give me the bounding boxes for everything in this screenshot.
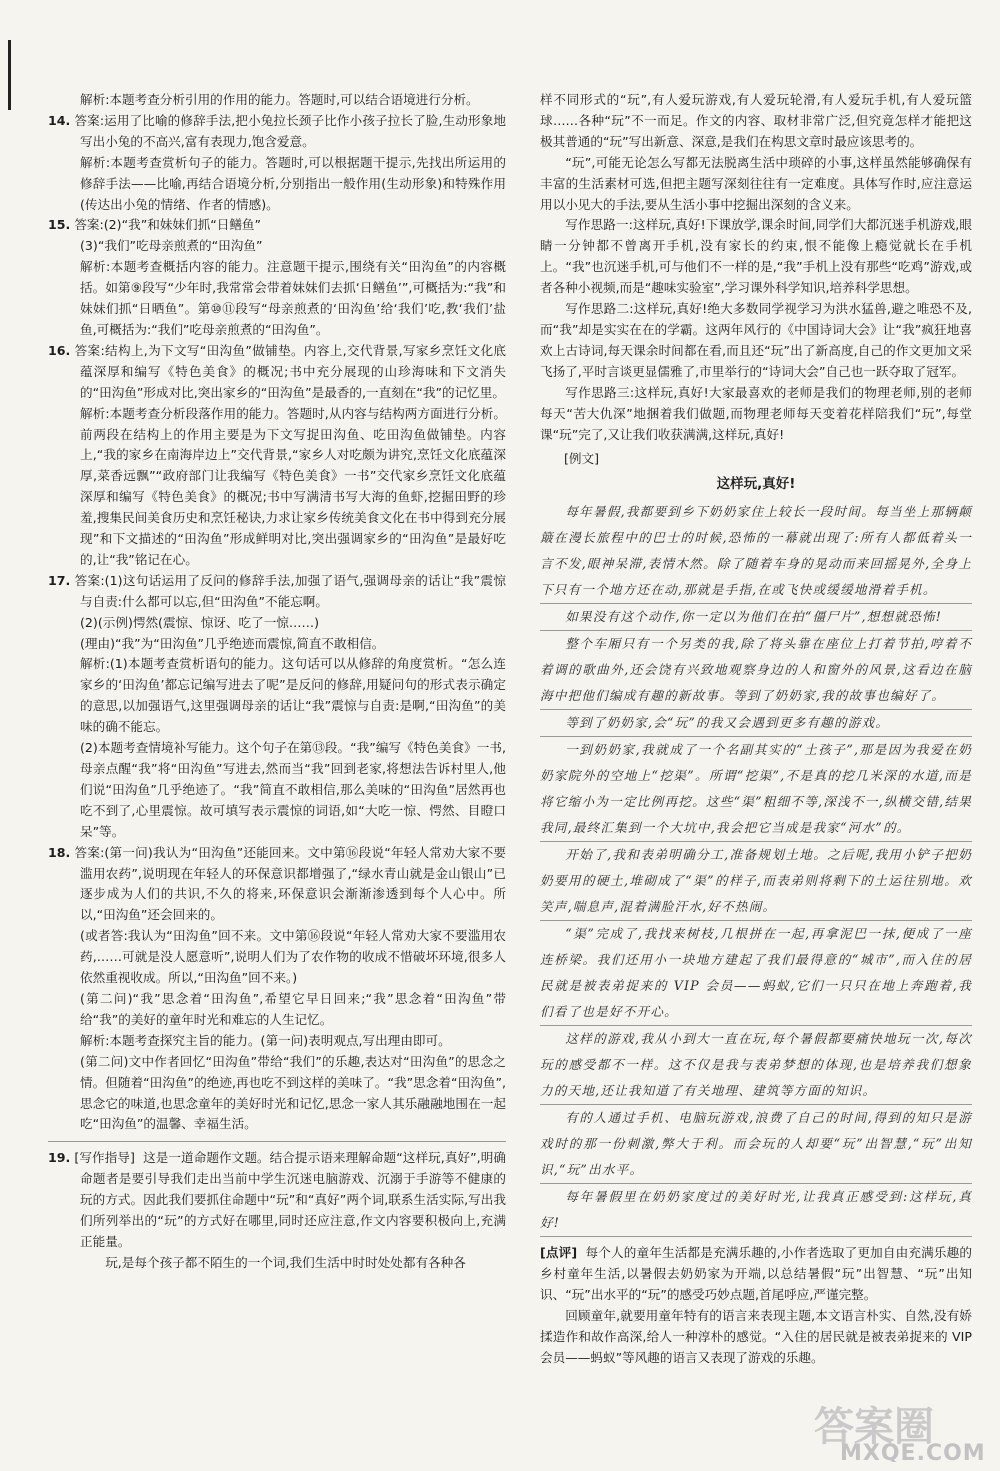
essay-title: 这样玩,真好! — [716, 476, 796, 493]
q17-analysis-2: (2)本题考查情境补写能力。这个句子在第⑬段。“我”编写《特色美食》一书,母亲点醒“我”将“田沟鱼”写进去,然而当“我”回到老家,将想法告诉村里人,他们说“田沟鱼”几乎绝迹了。“我”简直不敢相信,那么美味的“田沟鱼”居然再也吃不到了,心里震惊。故可填写表示震惊的词语,如“大吃一惊、愕然、目瞪口呆”等。 — [80, 740, 506, 839]
scan-edge-mark — [8, 40, 11, 110]
writing-idea-1: 写作思路一:这样玩,真好!下课放学,课余时间,同学们大都沉迷手机游戏,眼睛一分钟都不曾离开手机,没有家长的约束,恨不能像上瘾觉就长在手机上。“我”也沉迷手机,可与他们不一样的是,“我”手机上没有那些“吃鸡”游戏,或者各种小视频,而是“趣味实验室”,学习课外科学知识,培养科学思想。 — [540, 217, 972, 296]
guide-paragraph-2: “玩”,可能无论怎么写都无法脱离生活中琐碎的小事,这样虽然能够确保有丰富的生活素材可选,但把主题写深刻往往有一定难度。具体写作时,应注意运用以小见大的手法,要从生活小事中挖掘出深刻的含义来。 — [540, 154, 972, 212]
essay-paragraph: 每年暑假里在奶奶家度过的美好时光,让我真正感受到:这样玩,真好! — [540, 1184, 972, 1237]
q15-answer-2: (3)“我们”吃母亲煎煮的“田沟鱼” — [80, 238, 263, 254]
q19-writing-guide: 19. [写作指导] 这是一道命题作文题。结合提示语来理解命题“这样玩,真好”,明确命题者是要引导我们走出当前中学生沉迷电脑游戏、沉溺于手游等不健康的玩的方式。因此我们要抓住命题中“玩”和“真好”两个词,联系生活实际,写出我们所列举出的“玩”的方式好在哪里,同时还应注意,作文内容要积极向上,充满正能量。 — [48, 1150, 506, 1249]
q14-analysis: 解析:本题考查赏析句子的能力。答题时,可以根据题干提示,先找出所运用的修辞手法——比喻,再结合语境分析,分别指出一般作用(生动形象)和特殊作用(传达出小兔的情绪、作者的情感)。 — [80, 154, 506, 212]
essay-paragraph: 如果没有这个动作,你一定以为他们在拍“僵尸片”,想想就恐怖! — [540, 604, 972, 631]
q14-number: 14. — [48, 112, 71, 128]
writing-idea-3: 写作思路三:这样玩,真好!大家最喜欢的老师是我们的物理老师,别的老师每天“苦大仇深”地捆着我们做题,而物理老师每天变着花样陪我们“玩”,每堂课“玩”完了,又让我们收获满满,这样玩,真好! — [540, 384, 972, 442]
essay-paragraph: 开始了,我和表弟明确分工,准备规划土地。之后呢,我用小铲子把奶奶要用的硬土,堆砌成了“渠”的样子,而表弟则将剩下的土运往别地。欢笑声,喘息声,混着满脸汗水,好不热闹。 — [540, 842, 972, 921]
q18-answer-2: (或者答:我认为“田沟鱼”回不来。文中第⑯段说“年轻人常劝大家不要滥用农药,……可就是没人愿意听”,说明人们为了农作物的收成不惜破坏环境,很多人依然重视收成。所以,“田沟鱼”回不来。) — [80, 928, 506, 986]
essay-paragraph: “渠”完成了,我找来树枝,几根拼在一起,再拿泥巴一抹,便成了一座连桥梁。我们还用小一块地方建起了我们最得意的“城市”,而入住的居民就是被表弟捉来的 VIP 会员——蚂蚁,它们一只只在地上奔跑着,我们看了也是好不开心。 — [540, 921, 972, 1026]
q18-analysis-2: (第二问)文中作者回忆“田沟鱼”带给“我们”的乐趣,表达对“田沟鱼”的思念之情。但随着“田沟鱼”的绝迹,再也吃不到这样的美味了。“我”思念着“田沟鱼”,思念它的味道,也思念童年的美好时光和记忆,思念一家人其乐融融地围在一起吃“田沟鱼”的温馨、幸福生活。 — [80, 1053, 506, 1132]
essay-paragraph: 每年暑假,我都要到乡下奶奶家住上较长一段时间。每当坐上那辆颠簸在漫长旅程中的巴士的时候,恐怖的一幕就出现了:所有人都低着头一言不发,眼神呆滞,表情木然。除了随着车身的晃动而来回摇晃外,全身上下只有一个地方还在动,那就是手指,在或飞快或缓缓地滑着手机。 — [540, 499, 972, 604]
q18-number: 18. — [48, 844, 71, 860]
q19-guide-label: [写作指导] — [74, 1150, 135, 1166]
watermark-logo-text: 答案圈 — [814, 1404, 934, 1450]
essay-paragraph: 一到奶奶家,我就成了一个名副其实的“土孩子”,那是因为我爱在奶奶家院外的空地上“挖渠”。所谓“挖渠”,不是真的挖几米深的水道,而是将它缩小为一定比例再挖。这些“渠”粗细不等,深浅不一,纵横交错,结果我同,最终汇集到一个大坑中,我会把它当成是我家“河水”的。 — [540, 737, 972, 842]
comment-label: [点评] — [540, 1245, 578, 1261]
q16-analysis: 解析:本题考查分析段落作用的能力。答题时,从内容与结构两方面进行分析。前两段在结构上的作用主要是为下文写捉田沟鱼、吃田沟鱼做铺垫。内容上,“我的家乡在南海岸边上”交代背景,“家乡人对吃颇为讲究,烹饪文化底蕴深厚,菜香远飘”“政府部门让我编写《特色美食》一书”交代家乡烹饪文化底蕴深厚和编写《特色美食》的概况;书中写满清书写大海的鱼虾,挖掘田野的珍羞,搜集民间美食历史和烹饪秘诀,力求让家乡传统美食文化在书中得到充分展现”和下文描述的“田沟鱼”形成鲜明对比,突出强调家乡的“田沟鱼”是最好吃的,让“我”铭记在心。 — [80, 405, 506, 567]
q17-analysis-1: 解析:(1)本题考查赏析语句的能力。这句话可以从修辞的角度赏析。“怎么连家乡的‘田沟鱼’都忘记编写进去了呢”是反问的修辞,用疑问句的形式表示确定的意思,以加强语气,这里强调母亲的话让“我”震惊与自责:是啊,“田沟鱼”的美味的确不能忘。 — [80, 656, 506, 735]
analysis-paragraph: 解析:本题考查分析引用的作用的能力。答题时,可以结合语境进行分析。 — [80, 92, 479, 107]
q15-answer: 15. 答案:(2)“我”和妹妹们抓“日鳝鱼” — [48, 217, 262, 233]
q14-answer: 14. 答案:运用了比喻的修辞手法,把小兔拉长颈子比作小孩子拉长了脸,生动形象地写出小兔的不高兴,富有表现力,饱含爱意。 — [48, 112, 507, 149]
q18-answer: 18. 答案:(第一问)我认为“田沟鱼”还能回来。文中第⑯段说“年轻人常劝大家不要滥用农药”,说明现在年轻人的环保意识都增强了,“绿水青山就是金山银山”已逐步成为人们的共识,不久的将来,环保意识会渐渐渗透到每个人心中。所以,“田沟鱼”还会回来的。 — [48, 844, 506, 923]
essay-paragraph: 等到了奶奶家,会“玩”的我又会遇到更多有趣的游戏。 — [540, 710, 972, 737]
watermark-url: MXQE.COM — [840, 1441, 986, 1462]
watermark-logo — [810, 1402, 992, 1462]
q16-answer: 16. 答案:结构上,为下文写“田沟鱼”做铺垫。内容上,交代背景,写家乡烹饪文化底蕴深厚和编写《特色美食》的概况;书中充分展现的山珍海味和下文消失的“田沟鱼”形成对比,突出家乡的“田沟鱼”是最香的,一直刻在“我”的记忆里。 — [48, 342, 506, 400]
example-label: [例文] — [564, 451, 600, 467]
handwritten-essay — [540, 499, 972, 1237]
q19-number: 19. — [48, 1150, 71, 1166]
q17-answer: 17. 答案:(1)这句话运用了反问的修辞手法,加强了语气,强调母亲的话让“我”震惊与自责:什么都可以忘,但“田沟鱼”不能忘啊。 — [48, 572, 506, 609]
q18-analysis-1: 解析:本题考查探究主旨的能力。(第一问)表明观点,写出理由即可。 — [80, 1032, 451, 1048]
essay-paragraph: 这样的游戏,我从小到大一直在玩,每个暑假都要痛快地玩一次,每次玩的感受都不一样。这不仅是我与表弟梦想的体现,也是培养我们想象力的天地,还让我知道了有关地理、建筑等方面的知识。 — [540, 1026, 972, 1105]
q15-analysis: 解析:本题考查概括内容的能力。注意题干提示,围绕有关“田沟鱼”的内容概括。如第⑨段写“少年时,我常常会带着妹妹们去抓‘日鳝鱼’”,可概括为:“我”和妹妹们抓“日晒鱼”。第⑩⑪段写“母亲煎煮的‘田沟鱼’给‘我们’吃,教‘我们’盐鱼,可概括为:“我们”吃母亲煎煮的“田沟鱼”。 — [80, 259, 506, 337]
q19-guide-continuation: 玩,是每个孩子都不陌生的一个词,我们生活中时时处处都有各种各 — [105, 1254, 466, 1270]
comment-paragraph-1: [点评] 每个人的童年生活都是充满乐趣的,小作者选取了更加自由充满乐趣的乡村童年生活,以暑假去奶奶家为开端,以总结暑假“玩”出智慧、“玩”出知识、“玩”出水平的“玩”的感受巧妙点题,首尾呼应,严谨完整。 — [540, 1245, 972, 1303]
q17-answer-3: (理由)“我”为“田沟鱼”几乎绝迹而震惊,简直不敢相信。 — [80, 635, 385, 651]
q15-number: 15. — [48, 217, 71, 233]
essay-paragraph: 整个车厢只有一个另类的我,除了将头靠在座位上打着节拍,哼着不着调的歌曲外,还会饶有兴致地观察身边的人和窗外的风景,这看边在脑海中把他们编成有趣的新故事。等到了奶奶家,我的故事也编好了。 — [540, 631, 972, 710]
section-divider — [48, 1141, 506, 1142]
q16-number: 16. — [48, 342, 71, 358]
left-column — [48, 90, 506, 1274]
q18-answer-3: (第二问)“我”思念着“田沟鱼”,希望它早日回来;“我”思念着“田沟鱼”带给“我”的美好的童年时光和难忘的人生记忆。 — [80, 990, 506, 1027]
comment-paragraph-2: 回顾童年,就要用童年特有的语言来表现主题,本文语言朴实、自然,没有娇揉造作和故作高深,给人一种淳朴的感觉。“入住的居民就是被表弟捉来的 VIP 会员——蚂蚁”等风趣的语言又表现了游戏的乐趣。 — [540, 1307, 972, 1365]
right-column — [540, 90, 972, 1369]
q17-number: 17. — [48, 572, 71, 588]
q17-answer-2: (2)(示例)愕然(震惊、惊讶、吃了一惊……) — [80, 614, 319, 630]
essay-paragraph: 有的人通过手机、电脑玩游戏,浪费了自己的时间,得到的知只是游戏时的那一份刺激,弊大于利。而会玩的人却要“玩”出智慧,“玩”出知识,“玩”出水平。 — [540, 1105, 972, 1184]
guide-paragraph-1: 样不同形式的“玩”,有人爱玩游戏,有人爱玩轮滑,有人爱玩手机,有人爱玩篮球……各种“玩”不一而足。作文的内容、取材非常广泛,但究竟怎样才能把这极其普通的“玩”写出新意、深意,是我们在构思文章时最应该思考的。 — [540, 92, 972, 149]
writing-idea-2: 写作思路二:这样玩,真好!绝大多数同学视学习为洪水猛兽,避之唯恐不及,而“我”却是实实在在的学霸。这两年风行的《中国诗词大会》让“我”疯狂地喜欢上古诗词,每天课余时间都在看,而且还“玩”出了新高度,自己的作文更加文采飞扬了,平时言谈更显儒雅了,市里举行的“诗词大会”自己也一跃夺取了冠军。 — [540, 301, 972, 379]
